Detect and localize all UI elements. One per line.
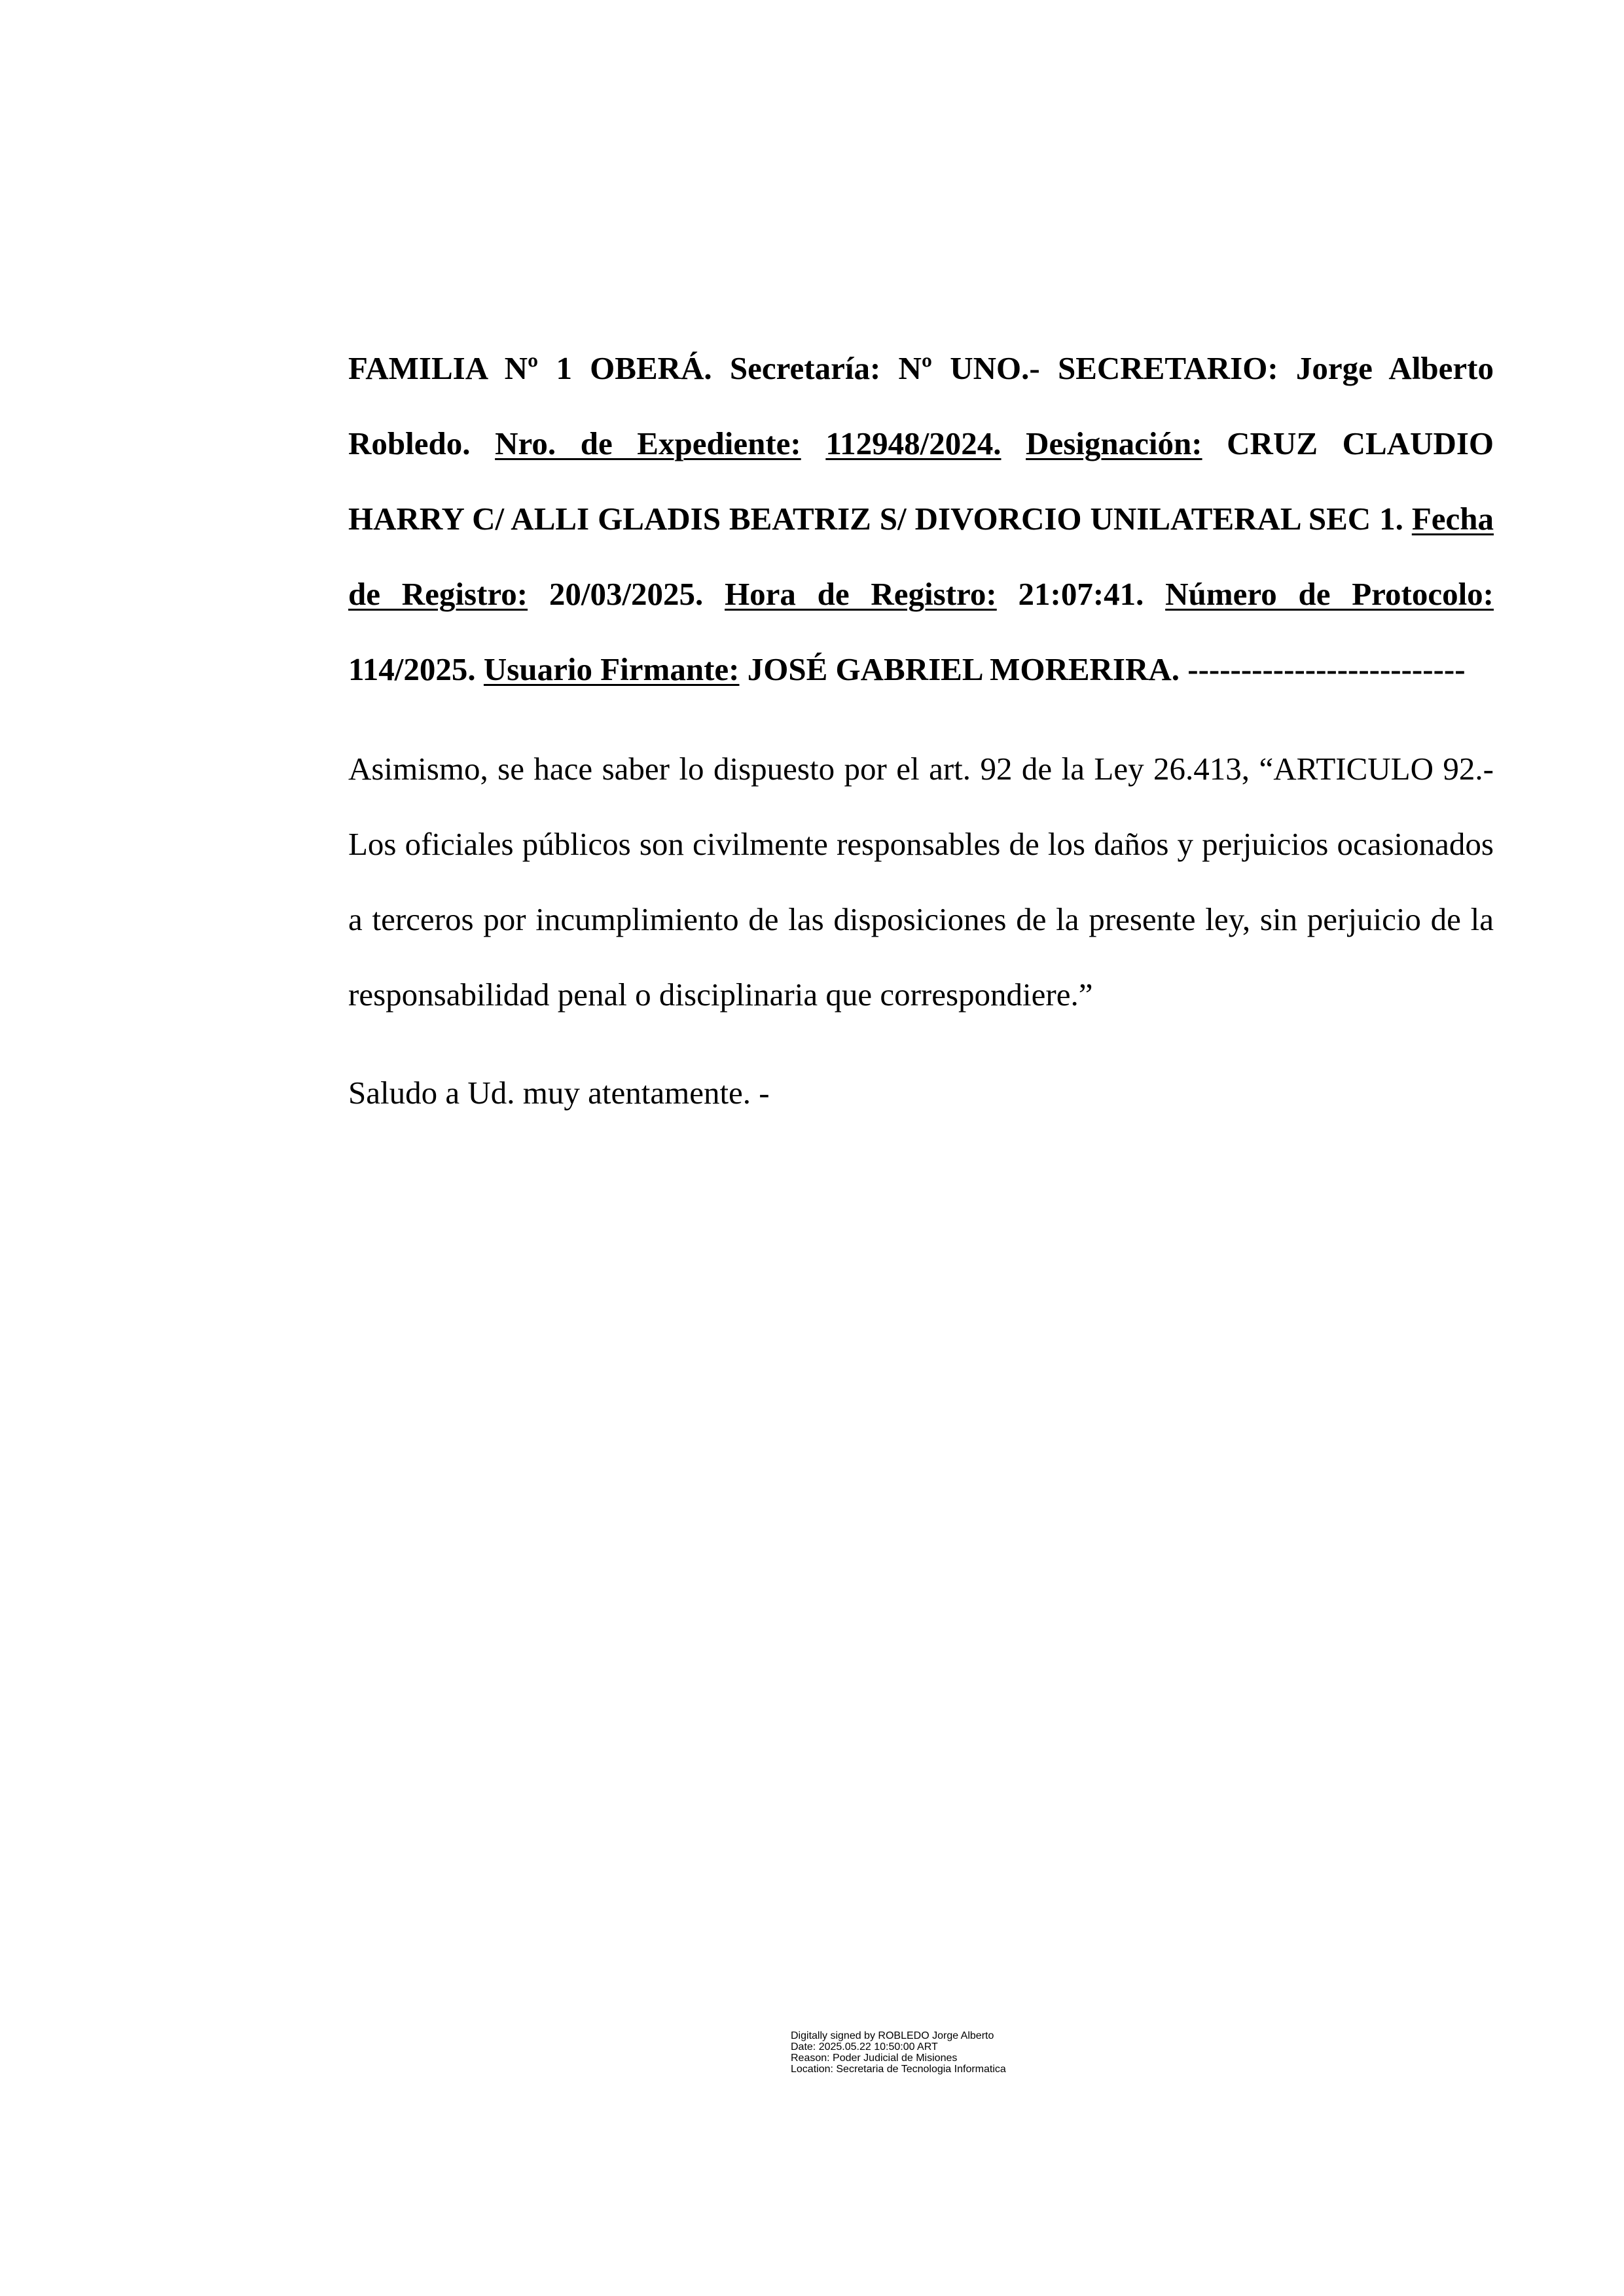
signature-signed-by: Digitally signed by ROBLEDO Jorge Alberto [791, 2030, 994, 2041]
fecha-value: 20/03/2025. [549, 576, 704, 612]
signature-date: Date: 2025.05.22 10:50:00 ART [791, 2041, 938, 2053]
protocolo-label: Número de Protocolo: [1165, 576, 1494, 612]
body-paragraph [348, 731, 1494, 1032]
hora-label: Hora de Registro: [725, 576, 997, 612]
signature-reason: Reason: Poder Judicial de Misiones [791, 2053, 958, 2064]
designacion-value: CRUZ CLAUDIO HARRY C/ ALLI GLADIS BEATRIZ S/ DIVORCIO UNILATERAL SEC 1. [348, 425, 1494, 537]
fecha-label: Fecha de Registro: [348, 501, 1494, 612]
dash-line: -------------------------- [1187, 651, 1466, 687]
header-paragraph [348, 331, 1494, 707]
court-info: FAMILIA Nº 1 OBERÁ. Secretaría: Nº UNO.- SECRETARIO: Jorge Alberto Robledo. [348, 350, 1494, 461]
closing-text: Saludo a Ud. muy atentamente. - [348, 1075, 770, 1111]
protocolo-value: 114/2025. [348, 651, 476, 687]
expediente-label: Nro. de Expediente: [495, 425, 801, 461]
usuario-label: Usuario Firmante: [483, 651, 740, 687]
expediente-value: 112948/2024. [825, 425, 1001, 461]
designacion-label: Designación: [1026, 425, 1202, 461]
digital-signature [791, 2030, 1007, 2075]
signature-location: Location: Secretaria de Tecnologia Informatica [791, 2064, 1006, 2075]
article-text: Asimismo, se hace saber lo dispuesto por el art. 92 de la Ley 26.413, “ARTICULO 92.- Los oficiales públicos son civilmente responsables de los daños y perjuicios ocasionados a terceros por incumplimiento de las disposiciones de la presente ley, sin perjuicio de la responsabilidad penal o disciplinaria que correspondiere.” [348, 751, 1494, 1013]
closing-paragraph [348, 1055, 1494, 1130]
usuario-value: JOSÉ GABRIEL MORERIRA. [747, 651, 1180, 687]
hora-value: 21:07:41. [1018, 576, 1144, 612]
